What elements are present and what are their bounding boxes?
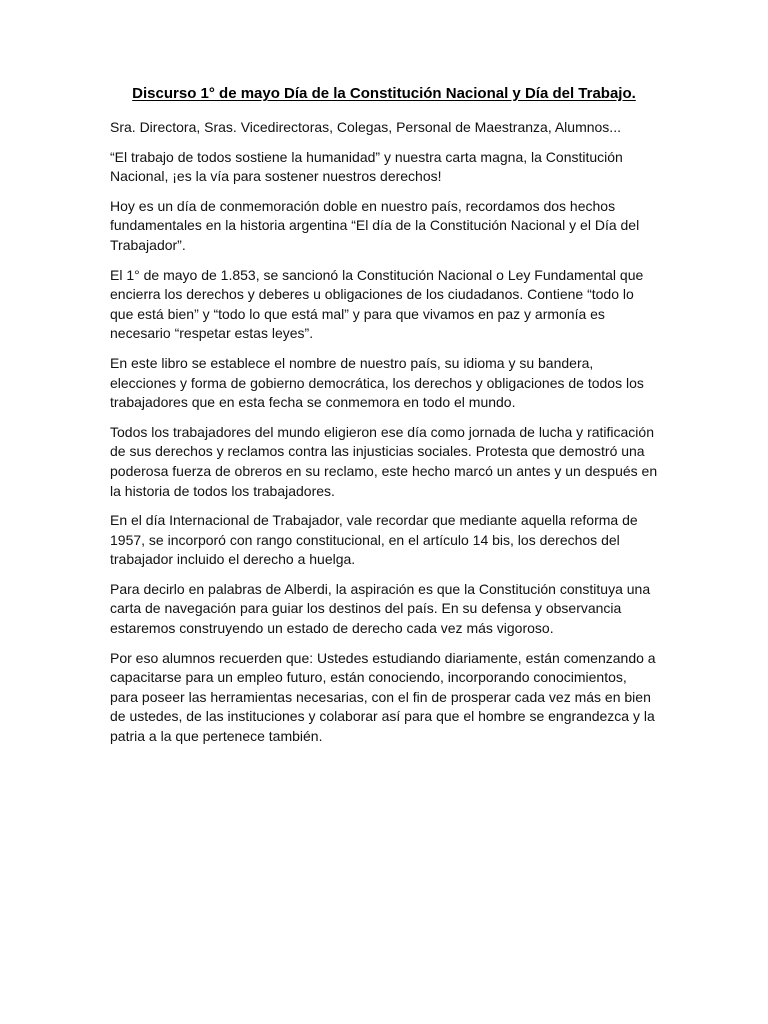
- paragraph-alberdi: Para decirlo en palabras de Alberdi, la aspiración es que la Constitución constituya una carta de navegación para guiar los destinos del país. En su defensa y observancia estaremos construyendo un estado de derecho cada vez más vigoroso.: [110, 580, 651, 637]
- document-body: [110, 118, 658, 757]
- paragraph-book-contents: En este libro se establece el nombre de nuestro país, su idioma y su bandera, elecciones y forma de gobierno democrática, los derechos y obligaciones de todos los trabajadores que en esta fecha se conmemora en todo el mundo.: [110, 354, 644, 411]
- paragraph-workers-day: Todos los trabajadores del mundo eligieron ese día como jornada de lucha y ratificación de sus derechos y reclamos contra las injusticias sociales. Protesta que demostró una poderosa fuerza de obreros en su reclamo, este hecho marcó un antes y un después en la historia de todos los trabajadores.: [110, 423, 658, 499]
- paragraph-constitution-1853: El 1° de mayo de 1.853, se sancionó la Constitución Nacional o Ley Fundamental que encierra los derechos y deberes u obligaciones de los ciudadanos. Contiene “todo lo que está bien” y “todo lo que está mal” y para que vivamos en paz y armonía es necesario “respetar estas leyes”.: [110, 266, 644, 342]
- paragraph-commemoration: Hoy es un día de conmemoración doble en nuestro país, recordamos dos hechos fundamentales en la historia argentina “El día de la Constitución Nacional y el Día del Trabajador”.: [110, 197, 640, 253]
- paragraph-quote: “El trabajo de todos sostiene la humanidad” y nuestra carta magna, la Constitución Nacional, ¡es la vía para sostener nuestros derechos!: [110, 148, 623, 185]
- paragraph-greeting: Sra. Directora, Sras. Vicedirectoras, Colegas, Personal de Maestranza, Alumnos...: [110, 119, 621, 135]
- document-title: Discurso 1° de mayo Día de la Constitución Nacional y Día del Trabajo.: [132, 85, 636, 102]
- paragraph-reform-1957: En el día Internacional de Trabajador, vale recordar que mediante aquella reforma de 1957, se incorporó con rango constitucional, en el artículo 14 bis, los derechos del trabajador incluido el derecho a huelga.: [110, 512, 638, 568]
- paragraph-students: Por eso alumnos recuerden que: Ustedes estudiando diariamente, están comenzando a capacitarse para un empleo futuro, están conociendo, incorporando conocimientos, para poseer las herramientas necesarias, con el fin de prosperar cada vez más en bien de ustedes, de las instituciones y colaborar así para que el hombre se engrandezca y la patria a la que pertenece también.: [110, 649, 656, 745]
